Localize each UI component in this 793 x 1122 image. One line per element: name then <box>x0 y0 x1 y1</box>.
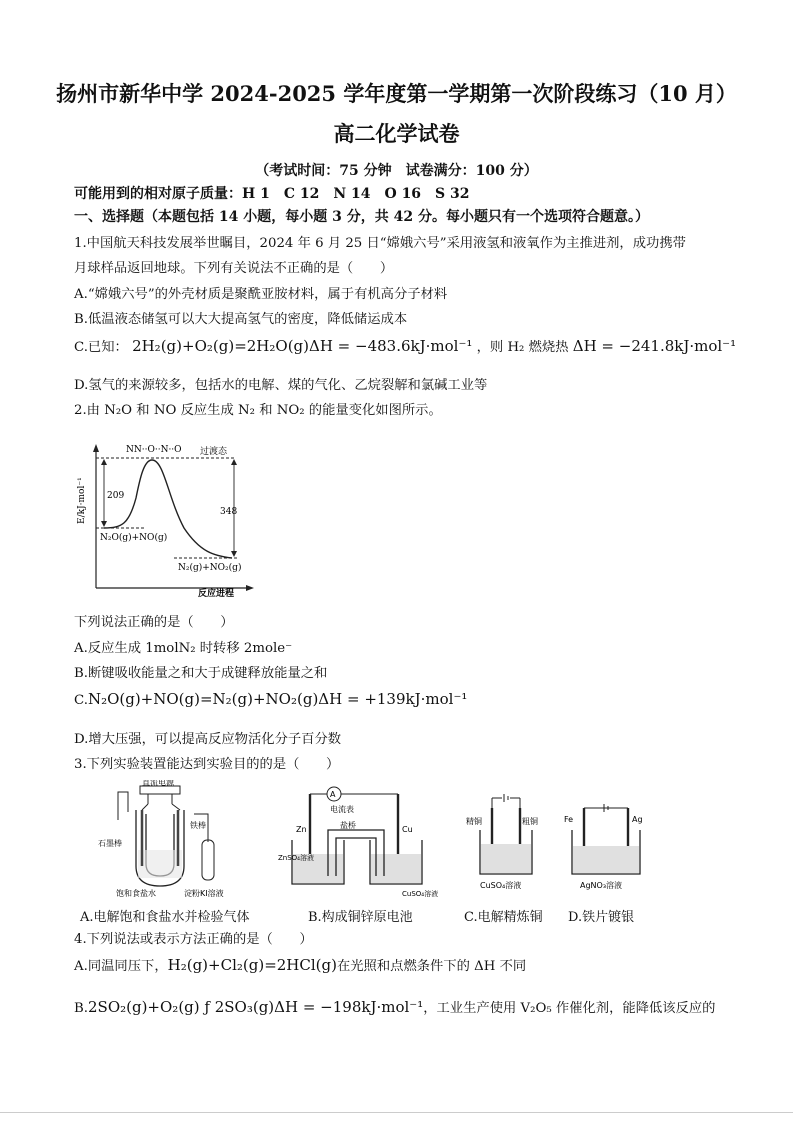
refined-label: 精铜 <box>466 817 482 826</box>
apparatus-a-svg <box>98 780 248 900</box>
solution-right <box>371 854 421 883</box>
products-label: N₂(g)+NO₂(g) <box>178 563 242 573</box>
q4-option-a <box>74 956 526 976</box>
q2-option-d: D.增大压强，可以提高反应物活化分子百分数 <box>74 732 342 747</box>
q4-option-a-equation: H₂(g)+Cl₂(g)=2HCl(g) <box>167 956 337 974</box>
q3-stem: 3.下列实验装置能达到实验目的的是（ ） <box>74 757 340 772</box>
q4-option-b-prefix: B. <box>74 1001 88 1016</box>
ea-reverse-arrow-tail <box>231 551 237 557</box>
exam-subtitle: 高二化学试卷 <box>333 121 460 146</box>
ea-reverse-arrow-head <box>231 459 237 465</box>
bridge-label: 盐桥 <box>340 821 356 830</box>
atomic-masses: 可能用到的相对原子质量：H 1 C 12 N 14 O 16 S 32 <box>74 186 470 202</box>
q1-stem-line1: 1.中国航天科技发展举世瞩目，2024 年 6 月 25 日“嫦娥六号”采用液氢和液氧作为主推进剂，成功携带 <box>74 236 686 251</box>
solution-label: 饱和食盐水 <box>116 889 156 898</box>
salt-bridge <box>328 830 384 876</box>
q3-option-c: C.电解精炼铜 <box>464 910 543 925</box>
cuso4-c-label: CuSO₄溶液 <box>480 881 522 890</box>
ea-forward-arrow-tail <box>101 521 107 527</box>
ammeter-label: 电流表 <box>330 805 354 814</box>
fe-label: Fe <box>564 815 574 824</box>
reactants-label: N₂O(g)+NO(g) <box>100 533 168 543</box>
crude-label: 粗铜 <box>522 817 538 826</box>
u-tube-solution <box>138 850 182 878</box>
ea-reverse-value: 348 <box>220 507 238 517</box>
q1-option-c-equation: 2H₂(g)+O₂(g)=2H₂O(g)ΔH = −483.6kJ·mol⁻¹ <box>132 337 473 355</box>
power-supply <box>140 786 180 794</box>
q4-option-b <box>74 998 715 1018</box>
cuso4-label: CuSO₄溶液 <box>402 890 439 898</box>
y-axis-arrow <box>93 444 99 452</box>
q1-stem-line2: 月球样品返回地球。下列有关说法不正确的是（ ） <box>74 261 394 276</box>
test-tube <box>202 840 214 880</box>
q3-option-b: B.构成铜锌原电池 <box>308 910 413 925</box>
page-bottom-rule <box>0 1112 793 1113</box>
zn-label: Zn <box>296 825 307 834</box>
q4-option-a-tail: 在光照和点燃条件下的 ΔH 不同 <box>336 959 527 974</box>
apparatus-d <box>562 802 652 894</box>
exam-info: （考试时间：75 分钟 试卷满分：100 分） <box>255 163 538 179</box>
solution-d <box>573 846 639 873</box>
wire-right-b <box>172 804 180 810</box>
transition-state-label: 过渡态 <box>200 447 228 457</box>
q2-option-c-prefix: C. <box>74 693 88 708</box>
q1-option-d: D.氢气的来源较多，包括水的电解、煤的气化、乙烷裂解和氯碱工业等 <box>74 378 488 393</box>
q3-option-a: A.电解饱和食盐水并检验气体 <box>80 910 250 925</box>
wire-left-b <box>142 804 148 810</box>
ammeter-symbol: A <box>330 790 336 799</box>
apparatus-b <box>278 780 448 900</box>
q1-option-a: A.“嫦娥六号”的外壳材质是聚酰亚胺材料，属于有机高分子材料 <box>74 287 448 302</box>
power-label: 直流电源 <box>142 780 174 787</box>
q2-stem: 2.由 N₂O 和 NO 反应生成 N₂ 和 NO₂ 的能量变化如图所示。 <box>74 403 442 418</box>
q1-option-b: B.低温液态储氢可以大大提高氢气的密度，降低储运成本 <box>74 312 408 327</box>
q2-option-b: B.断键吸收能量之和大于成键释放能量之和 <box>74 666 328 681</box>
energy-diagram-svg <box>74 428 254 600</box>
q4-option-b-tail: ，工业生产使用 V₂O₅ 作催化剂，能降低该反应的 <box>423 1001 716 1016</box>
iron-label: 铁棒 <box>190 821 206 830</box>
q1-option-c-mid: ，则 H₂ 燃烧热 <box>476 340 569 355</box>
ag-label: Ag <box>632 815 643 824</box>
apparatus-c-svg <box>466 794 546 894</box>
x-axis-arrow <box>246 585 254 591</box>
apparatus-a <box>98 780 248 900</box>
transition-structure: NN··O··N··O <box>126 445 182 455</box>
q4-option-b-equation: 2SO₂(g)+O₂(g) ƒ 2SO₃(g)ΔH = −198kJ·mol⁻¹ <box>88 998 424 1016</box>
ea-forward-value: 209 <box>107 491 125 501</box>
cu-label: Cu <box>402 825 413 834</box>
znso4-label: ZnSO₄溶液 <box>278 854 314 862</box>
q2-option-a: A.反应生成 1molN₂ 时转移 2mole⁻ <box>74 641 293 656</box>
q2-option-c <box>74 690 467 710</box>
agno3-label: AgNO₃溶液 <box>580 881 623 890</box>
reagent-label: 淀粉KI溶液 <box>184 889 224 898</box>
q2-option-c-equation: N₂O(g)+NO(g)=N₂(g)+NO₂(g)ΔH = +139kJ·mol⁻¹ <box>87 690 468 708</box>
apparatus-c <box>466 794 546 894</box>
q1-option-c-tail: ΔH = −241.8kJ·mol⁻¹ <box>572 337 737 355</box>
q2-question: 下列说法正确的是（ ） <box>74 615 234 630</box>
section-heading: 一、选择题（本题包括 14 小题，每小题 3 分，共 42 分。每小题只有一个选项符合题意。） <box>74 209 649 225</box>
exam-title: 扬州市新华中学 2024-2025 学年度第一学期第一次阶段练习（10 月） <box>56 81 737 106</box>
reaction-curve <box>104 460 232 558</box>
gas-tube-left <box>118 792 128 820</box>
ea-forward-arrow-head <box>101 459 107 465</box>
apparatus-b-svg <box>278 780 448 900</box>
energy-diagram <box>74 428 254 600</box>
solution-c <box>481 844 531 873</box>
x-axis-label: 反应进程 <box>198 589 235 599</box>
q1-option-c-prefix: C.已知： <box>74 340 128 355</box>
q4-option-a-prefix: A.同温同压下， <box>74 959 168 974</box>
y-axis-label: E/kJ·mol⁻¹ <box>77 477 87 524</box>
apparatus-d-svg <box>562 802 652 894</box>
carbon-label: 石墨棒 <box>98 839 122 848</box>
q1-option-c <box>74 337 736 357</box>
q3-option-d: D.铁片镀银 <box>568 910 635 925</box>
q4-stem: 4.下列说法或表示方法正确的是（ ） <box>74 932 313 947</box>
